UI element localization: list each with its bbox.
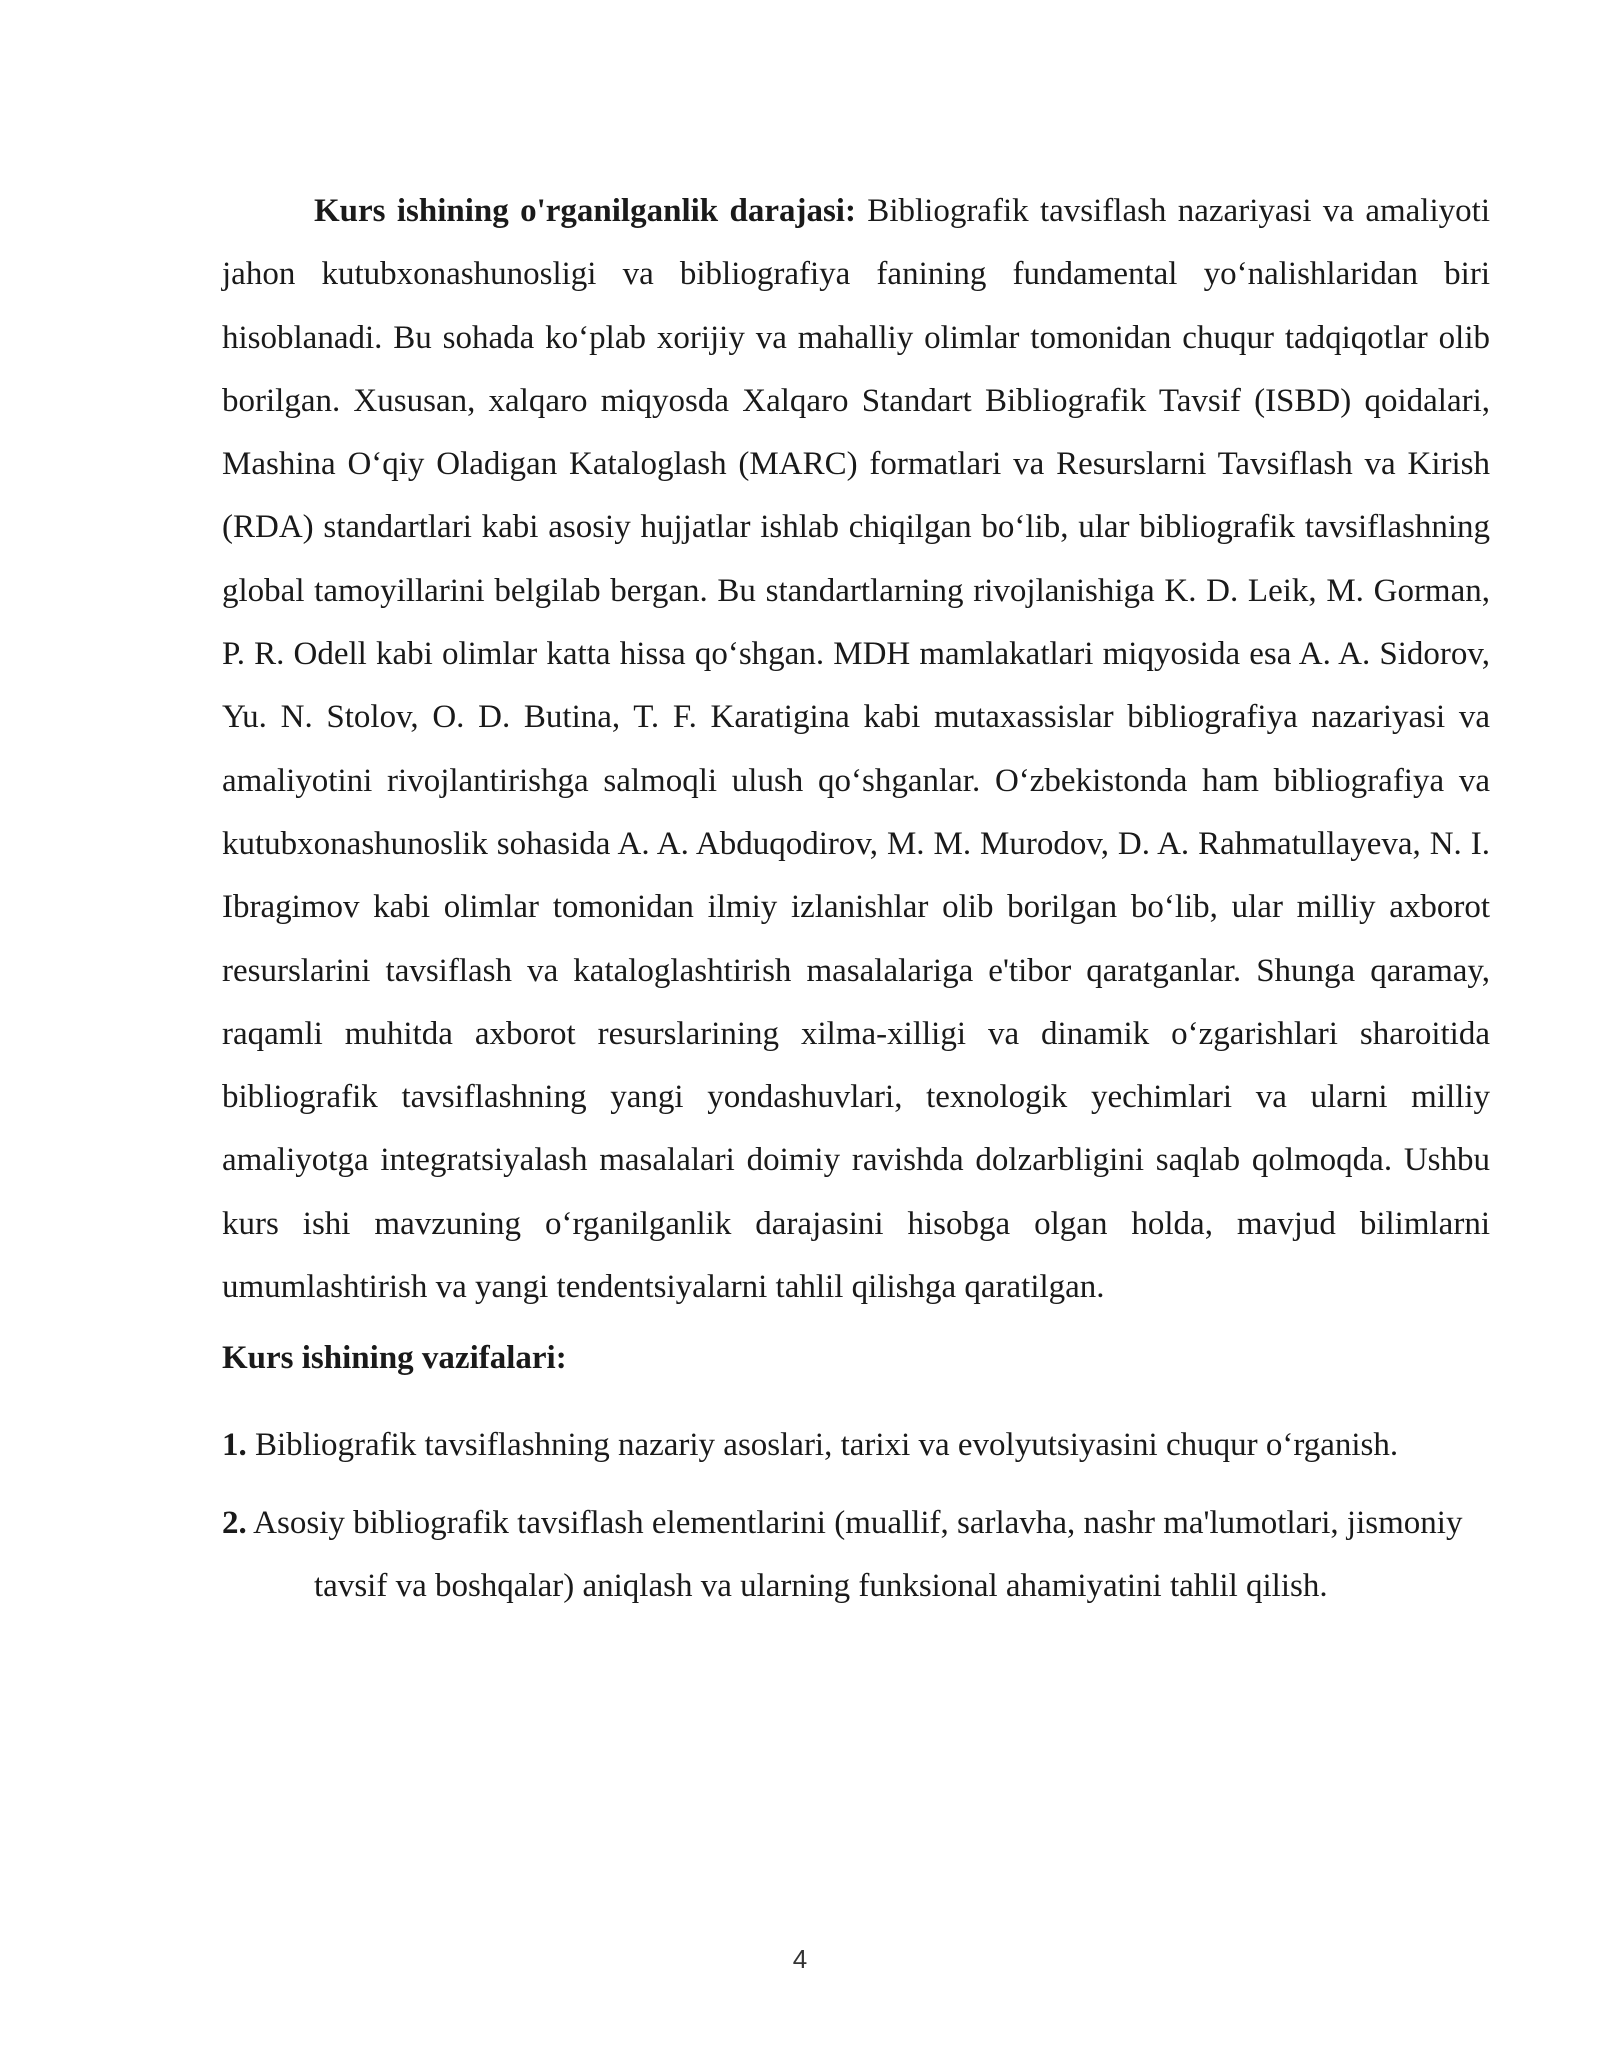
intro-paragraph xyxy=(222,180,1490,1319)
tasks-heading: Kurs ishining vazifalari: xyxy=(222,1340,567,1377)
task-number: 2. xyxy=(222,1504,247,1541)
tasks-list xyxy=(222,1414,1490,1618)
page-number: 4 xyxy=(792,1944,808,1974)
task-item-2 xyxy=(222,1492,1490,1619)
task-text: Bibliografik tavsiflashning nazariy asoslari, tarixi va evolyutsiyasini chuqur o‘rganish. xyxy=(246,1427,1399,1464)
intro-text: Bibliografik tavsiflash nazariyasi va amaliyoti jahon kutubxonashunosligi va bibliografiya fanining fundamental yo‘nalishlaridan biri hisoblanadi. Bu sohada ko‘plab xorijiy va mahalliy olimlar tomonidan chuqur tadqiqotlar olib borilgan. Xususan, xalqaro miqyosda Xalqaro Standart Bibliografik Tavsif (ISBD) qoidalari, Mashina O‘qiy Oladigan Kataloglash (MARC) formatlari va Resurslarni Tavsiflash va Kirish (RDA) standartlari kabi asosiy hujjatlar ishlab chiqilgan bo‘lib, ular bibliografik tavsiflashning global tamoyillarini belgilab bergan. Bu standartlarning rivojlanishiga K. D. Leik, M. Gorman, P. R. Odell kabi olimlar katta hissa qo‘shgan. MDH mamlakatlari miqyosida esa A. A. Sidorov, Yu. N. Stolov, O. D. Butina, T. F. Karatigina kabi mutaxassislar bibliografiya nazariyasi va amaliyotini rivojlantirishga salmoqli ulush qo‘shganlar. O‘zbekistonda ham bibliografiya va kutubxonashunoslik sohasida A. A. Abduqodirov, M. M. Murodov, D. A. Rahmatullayeva, N. I. Ibragimov kabi olimlar tomonidan ilmiy izlanishlar olib borilgan bo‘lib, ular milliy axborot resurslarini tavsiflash va kataloglashtirish masalalariga e'tibor qaratganlar. Shunga qaramay, raqamli muhitda axborot resurslarining xilma-xilligi va dinamik o‘zgarishlari sharoitida bibliografik tavsiflashning yangi yondashuvlari, texnologik yechimlari va ularni milliy amaliyotga integratsiyalash masalalari doimiy ravishda dolzarbligini saqlab qolmoqda. Ushbu kurs ishi mavzuning o‘rganilganlik darajasini hisobga olgan holda, mavjud bilimlarni umumlashtirish va yangi tendentsiyalarni tahlil qilishga qaratilgan. xyxy=(222,193,1490,1306)
task-number: 1. xyxy=(222,1427,247,1464)
page-content xyxy=(222,180,1490,1632)
task-item-1 xyxy=(222,1414,1490,1477)
intro-heading: Kurs ishining o'rganilganlik darajasi: xyxy=(314,193,856,229)
task-text: Asosiy bibliografik tavsiflash elementlarini (muallif, sarlavha, nashr ma'lumotlari, jismoniy tavsif va boshqalar) aniqlash va ularning funksional ahamiyatini tahlil qilish. xyxy=(246,1504,1463,1604)
